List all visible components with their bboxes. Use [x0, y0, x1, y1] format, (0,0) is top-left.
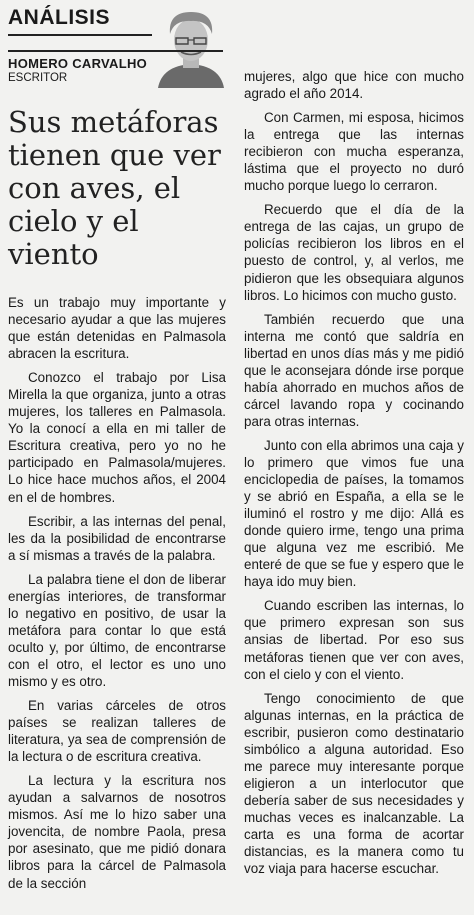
paragraph: Junto con ella abrimos una caja y lo primero que vimos fue una enciclopedia de países, la tomamos y se abrió en España, a ella se le iluminó el rostro y me dijo: Allá es donde quiero irme, tengo una prima que alguna vez me escribió. Me enteré de que se fue y espero que le haya ido muy bien. — [244, 437, 464, 590]
column-right — [244, 68, 464, 884]
paragraph: Conozco el trabajo por Lisa Mirella la que organiza, junto a otras mujeres, los talleres en Palmasola. Yo la conocí a ella en mi taller de Escritura creativa, pero yo no he participado en Palmasola/mujeres. Lo hice hace muchos años, el 2004 en el de hombres. — [8, 370, 226, 505]
author-photo — [152, 6, 230, 88]
paragraph: La lectura y la escritura nos ayudan a salvarnos de nosotros mismos. Así me lo hizo saber una jovencita, de nombre Paola, presa por asesinato, que me pidió donara libros para la cárcel de Palmasola de la sección — [8, 773, 226, 891]
paragraph: Tengo conocimiento de que algunas internas, en la práctica de escribir, pusieron como destinatario simbólico a alguna autoridad. Eso me parece muy interesante porque eligieron a un interlocutor que debería saber de sus necesidades y muchas veces es inalcanzable. La carta es una forma de acortar distancias, es la manera como tu voz viaja para hacerse escuchar. — [244, 690, 464, 877]
paragraph: Cuando escriben las internas, lo que primero expresan son sus ansias de libertad. Por eso sus metáforas tienen que ver con aves, con el cielo y con el viento. — [244, 598, 464, 682]
paragraph: Es un trabajo muy importante y necesario ayudar a que las mujeres que están detenidas en Palmasola abracen la escritura. — [8, 295, 226, 362]
paragraph: En varias cárceles de otros países se realizan talleres de literatura, ya sea de comprensión de la lectura o de escritura creativa. — [8, 698, 226, 765]
paragraph: mujeres, algo que hice con mucho agrado el año 2014. — [244, 69, 464, 102]
section-label: ANÁLISIS — [8, 6, 111, 29]
paragraph: Recuerdo que el día de la entrega de las cajas, un grupo de policías recibieron los libros en el puesto de control, y, al verlos, me pidieron que les obsequiara algunos libros. Lo hicimos con mucho gusto. — [244, 202, 464, 303]
author-role: ESCRITOR — [8, 72, 68, 84]
paragraph: Con Carmen, mi esposa, hicimos la entrega que las internas recibieron con mucha esperanza, lástima que el proyecto no duró mucho porque luego lo cerraron. — [244, 110, 464, 194]
paragraph: También recuerdo que una interna me contó que saldría en libertad en unos días más y me pidió que le aconsejara dónde irse porque había ahorrado en muchos años de cárcel lavando ropa y cocinando para otras internas. — [244, 311, 464, 429]
author-name: HOMERO CARVALHO — [8, 56, 148, 71]
paragraph: Escribir, a las internas del penal, les da la posibilidad de encontrarse a sí mismas a través de la palabra. — [8, 513, 226, 563]
headline: Sus metáforas tienen que ver con aves, el cielo y el viento — [8, 105, 221, 271]
paragraph: La palabra tiene el don de liberar energías interiores, de transformar lo negativo en positivo, de usar la metáfora para contar lo que está oculto y, por último, de encontrarse con el otro, el lector es uno uno mismo y es otro. — [8, 571, 226, 689]
author-rule — [8, 50, 223, 52]
column-left — [8, 294, 226, 899]
